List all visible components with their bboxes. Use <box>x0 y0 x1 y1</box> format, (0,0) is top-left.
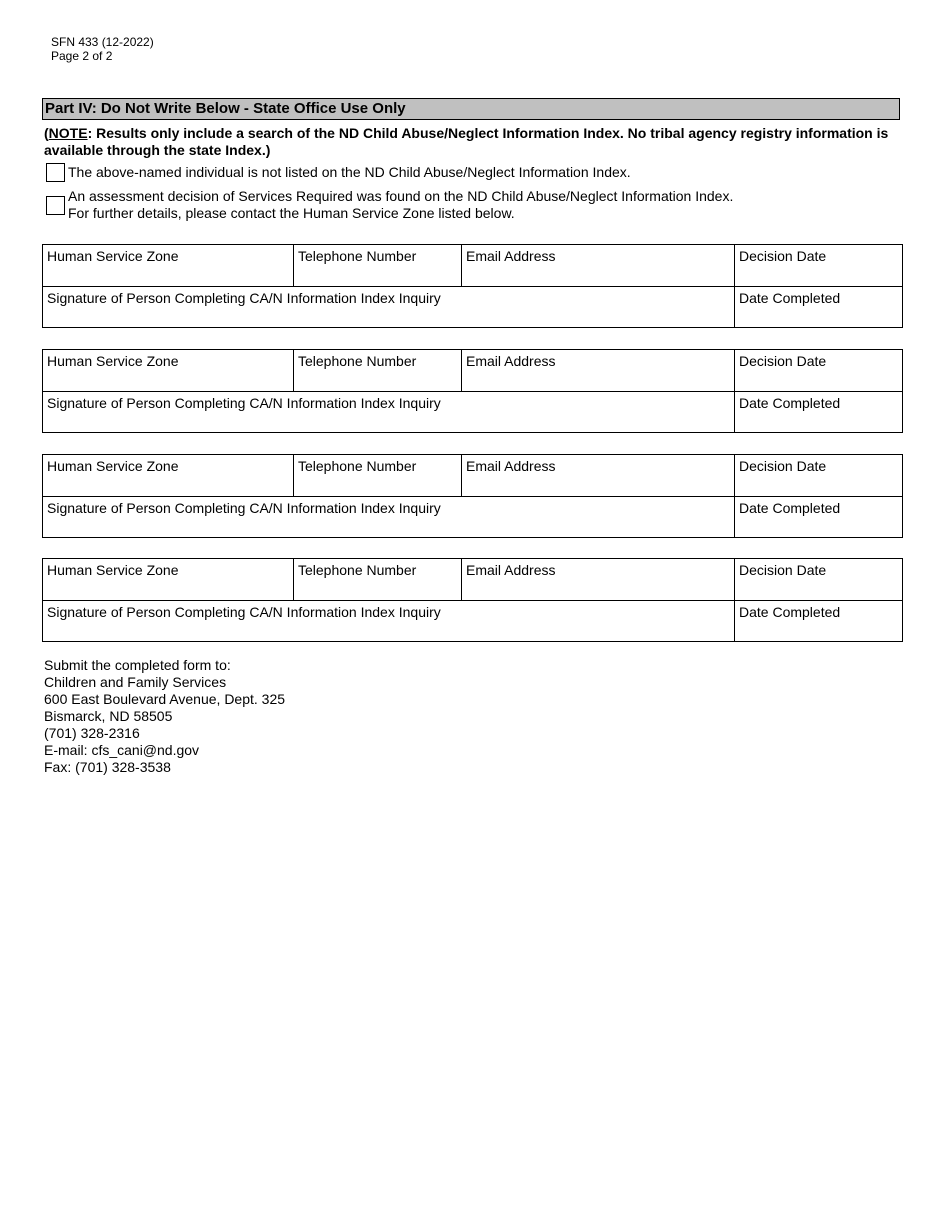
date-completed-field[interactable]: Date Completed <box>735 391 903 433</box>
decision-date-field[interactable]: Decision Date <box>735 455 903 497</box>
submission-address <box>44 657 285 776</box>
signature-field[interactable]: Signature of Person Completing CA/N Information Index Inquiry <box>43 496 735 538</box>
human-service-zone-field[interactable]: Human Service Zone <box>43 245 294 287</box>
form-identifier <box>51 35 154 63</box>
zone-table-4 <box>42 558 903 642</box>
submit-phone: (701) 328-2316 <box>44 725 140 741</box>
not-listed-checkbox[interactable] <box>46 163 65 182</box>
human-service-zone-field[interactable]: Human Service Zone <box>43 559 294 601</box>
email-address-field[interactable]: Email Address <box>462 350 735 392</box>
telephone-number-field[interactable]: Telephone Number <box>294 350 462 392</box>
services-required-checkbox[interactable] <box>46 196 65 215</box>
decision-date-field[interactable]: Decision Date <box>735 559 903 601</box>
zone-table-2 <box>42 349 903 433</box>
part-iv-header: Part IV: Do Not Write Below - State Office Use Only <box>42 98 900 120</box>
note-label: NOTE <box>48 125 88 141</box>
telephone-number-field[interactable]: Telephone Number <box>294 245 462 287</box>
submit-city: Bismarck, ND 58505 <box>44 708 173 724</box>
telephone-number-field[interactable]: Telephone Number <box>294 559 462 601</box>
email-address-field[interactable]: Email Address <box>462 455 735 497</box>
date-completed-field[interactable]: Date Completed <box>735 286 903 328</box>
human-service-zone-field[interactable]: Human Service Zone <box>43 350 294 392</box>
submit-street: 600 East Boulevard Avenue, Dept. 325 <box>44 691 286 707</box>
signature-field[interactable]: Signature of Person Completing CA/N Information Index Inquiry <box>43 391 735 433</box>
form-number: SFN 433 (12-2022) <box>51 35 154 49</box>
date-completed-field[interactable]: Date Completed <box>735 600 903 642</box>
results-note <box>44 125 902 159</box>
email-address-field[interactable]: Email Address <box>462 559 735 601</box>
signature-field[interactable]: Signature of Person Completing CA/N Information Index Inquiry <box>43 600 735 642</box>
submit-intro: Submit the completed form to: <box>44 657 231 673</box>
decision-date-field[interactable]: Decision Date <box>735 350 903 392</box>
submit-organization: Children and Family Services <box>44 674 227 690</box>
date-completed-field[interactable]: Date Completed <box>735 496 903 538</box>
not-listed-label: The above-named individual is not listed on the ND Child Abuse/Neglect Information Index. <box>68 164 631 180</box>
note-text: : Results only include a search of the ND Child Abuse/Neglect Information Index. No tribal agency registry information is available through the state Index.) <box>44 125 889 158</box>
email-address-field[interactable]: Email Address <box>462 245 735 287</box>
telephone-number-field[interactable]: Telephone Number <box>294 455 462 497</box>
decision-date-field[interactable]: Decision Date <box>735 245 903 287</box>
note-open-paren: ( <box>44 125 49 141</box>
zone-table-1 <box>42 244 903 328</box>
services-required-label-line1: An assessment decision of Services Required was found on the ND Child Abuse/Neglect Information Index. <box>68 188 734 204</box>
services-required-label-line2: For further details, please contact the Human Service Zone listed below. <box>68 205 515 221</box>
zone-table-3 <box>42 454 903 538</box>
human-service-zone-field[interactable]: Human Service Zone <box>43 455 294 497</box>
submit-fax: Fax: (701) 328-3538 <box>44 759 171 775</box>
signature-field[interactable]: Signature of Person Completing CA/N Information Index Inquiry <box>43 286 735 328</box>
page-number: Page 2 of 2 <box>51 49 113 63</box>
submit-email: E-mail: cfs_cani@nd.gov <box>44 742 200 758</box>
